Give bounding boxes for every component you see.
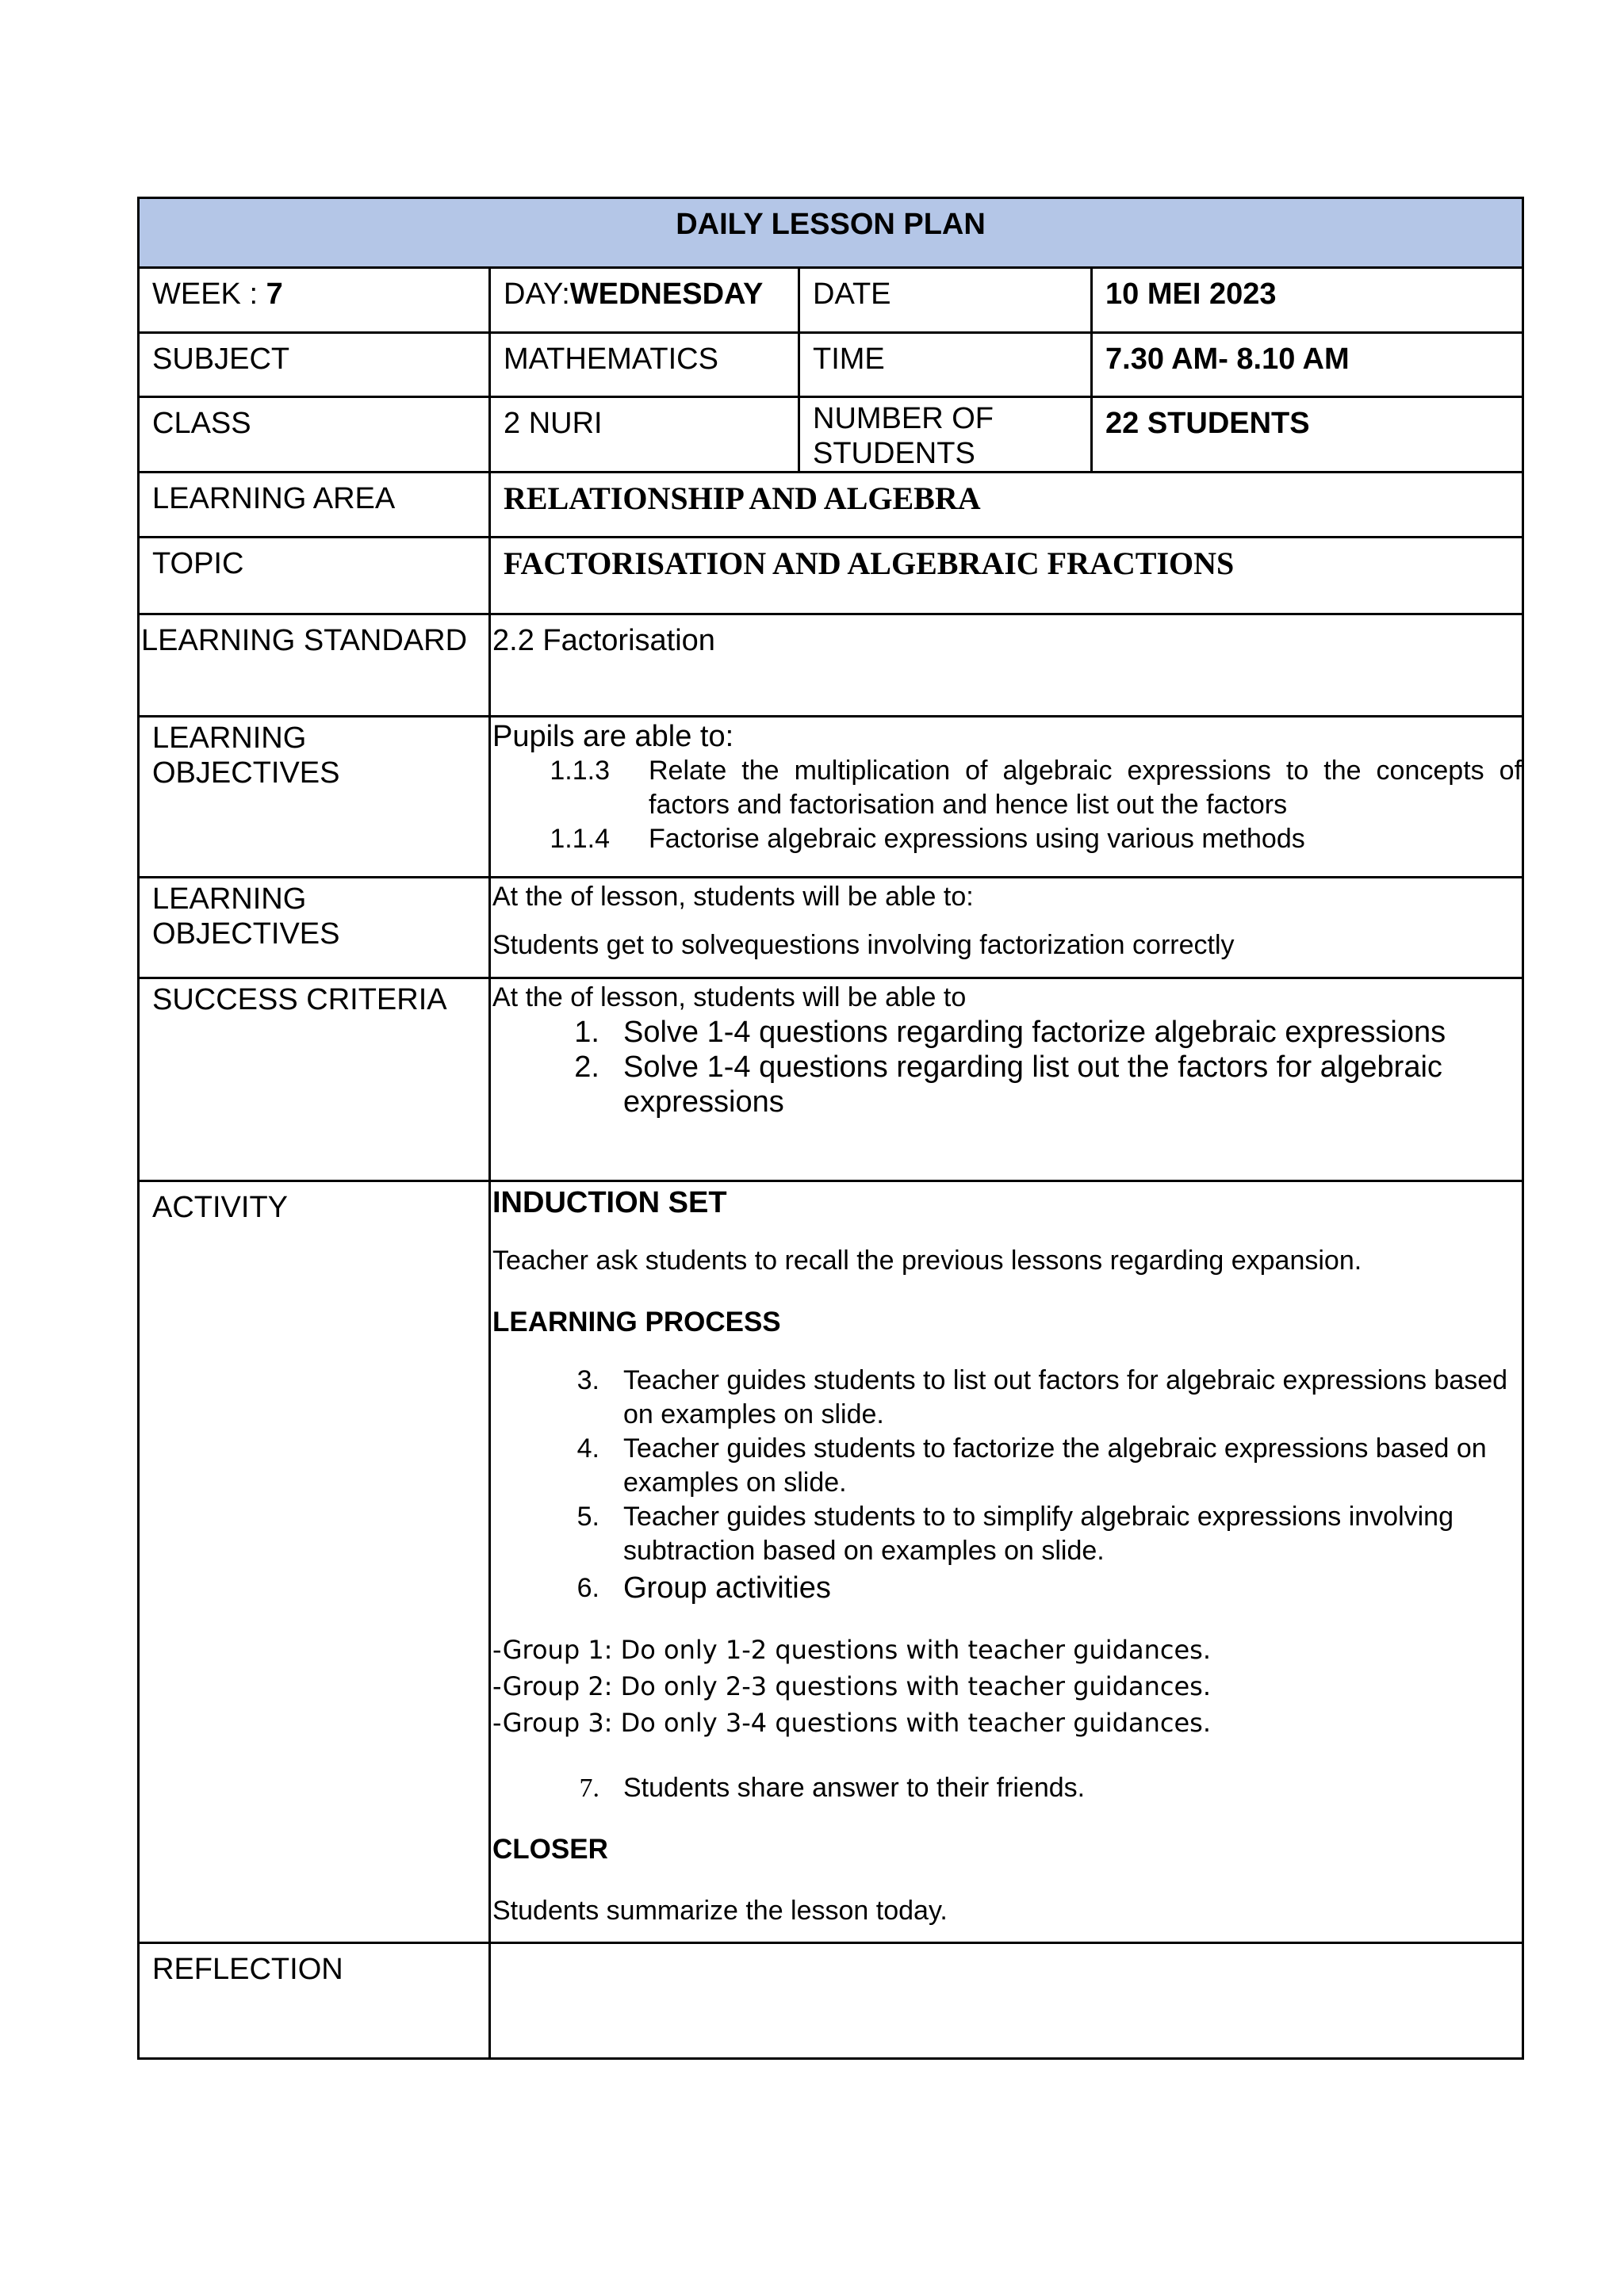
title-row [139,198,1523,268]
process-text: Students share answer to their friends. [623,1773,1086,1803]
objectives2-row [139,878,1523,978]
process-number: 4. [576,1433,599,1464]
success-intro: At the of lesson, students will be able to [492,982,967,1012]
success-text: Solve 1-4 questions regarding factorize algebraic expressions [623,1016,1446,1049]
class-row [139,397,1523,473]
week-value: 7 [266,277,283,311]
activity-row [139,1181,1523,1943]
list-item [492,1050,1522,1119]
objectives2-intro: At the of lesson, students will be able to: [492,882,974,912]
time-value: 7.30 AM- 8.10 AM [1092,333,1523,397]
class-label: CLASS [139,397,490,473]
list-item [492,1432,1522,1500]
learning-area-value: RELATIONSHIP AND ALGEBRA [490,473,1523,538]
topic-row [139,538,1523,614]
lesson-plan-sheet [137,197,1522,2060]
success-text: Solve 1-4 questions regarding list out the factors for algebraic expressions [623,1050,1442,1119]
process-text: Teacher guides students to list out factors for algebraic expressions based on examples on slide. [623,1365,1508,1429]
success-label: SUCCESS CRITERIA [139,978,490,1181]
success-number: 2. [574,1050,599,1084]
process-number: 7. [579,1774,599,1803]
subject-row [139,333,1523,397]
learning-standard-label: LEARNING STANDARD [139,614,490,717]
list-item [492,1015,1522,1050]
induction-title: INDUCTION SET [492,1186,727,1219]
objective-text: Relate the multiplication of algebraic expressions to the concepts of factors and factorisation and hence list out the factors [649,756,1522,820]
process-text: Teacher guides students to factorize the algebraic expressions based on examples on slide. [623,1433,1487,1498]
reflection-row [139,1943,1523,2059]
objective-number: 1.1.4 [550,824,610,854]
learning-area-row [139,473,1523,538]
lesson-plan-table [137,197,1524,2060]
group-line: -Group 2: Do only 2-3 questions with teacher guidances. [492,1671,1212,1701]
date-value: 10 MEI 2023 [1092,268,1523,333]
activity-label: ACTIVITY [139,1181,490,1943]
process-number: 5. [576,1502,599,1532]
process-number: 6. [576,1573,599,1603]
reflection-label: REFLECTION [139,1943,490,2059]
page-title: DAILY LESSON PLAN [139,198,1523,268]
topic-label: TOPIC [139,538,490,614]
closer-title: CLOSER [492,1834,608,1865]
process-text: Group activities [623,1571,831,1605]
objective-text: Factorise algebraic expressions using various methods [649,824,1305,854]
objectives1-row [139,717,1523,878]
topic-value: FACTORISATION AND ALGEBRAIC FRACTIONS [490,538,1523,614]
list-item [492,1500,1522,1568]
objectives2-label: LEARNING OBJECTIVES [139,878,490,978]
process-number: 3. [576,1365,599,1395]
success-number: 1. [574,1016,599,1049]
objectives2-text: Students get to solvequestions involving factorization correctly [492,930,1235,960]
list-item [492,754,1522,822]
students-label: NUMBER OF STUDENTS [799,397,1092,473]
objective-number: 1.1.3 [550,756,610,786]
students-value: 22 STUDENTS [1092,397,1523,473]
learning-standard-value: 2.2 Factorisation [490,614,1523,717]
group-list [492,1632,1522,1741]
process-title: LEARNING PROCESS [492,1307,781,1337]
day-value: WEDNESDAY [569,277,764,311]
success-row [139,978,1523,1181]
group-line: -Group 1: Do only 1-2 questions with teacher guidances. [492,1635,1212,1665]
learning-area-label: LEARNING AREA [139,473,490,538]
closer-text: Students summarize the lesson today. [492,1896,948,1926]
date-label: DATE [799,268,1092,333]
list-item [492,1568,1522,1608]
reflection-value [490,1943,1523,2059]
learning-standard-row [139,614,1523,717]
week-row [139,268,1523,333]
objectives1-label: LEARNING OBJECTIVES [139,717,490,878]
week-label: WEEK : [152,277,259,311]
list-item [492,822,1522,856]
time-label: TIME [799,333,1092,397]
class-value: 2 NURI [490,397,799,473]
induction-text: Teacher ask students to recall the previous lessons regarding expansion. [492,1246,1362,1276]
subject-value: MATHEMATICS [490,333,799,397]
objectives1-intro: Pupils are able to: [492,720,734,753]
group-line: -Group 3: Do only 3-4 questions with teacher guidances. [492,1708,1212,1738]
subject-label: SUBJECT [139,333,490,397]
process-text: Teacher guides students to to simplify algebraic expressions involving subtraction based on examples on slide. [623,1502,1454,1566]
day-label: DAY: [504,277,570,311]
list-item [492,1364,1522,1432]
list-item [492,1771,1522,1805]
